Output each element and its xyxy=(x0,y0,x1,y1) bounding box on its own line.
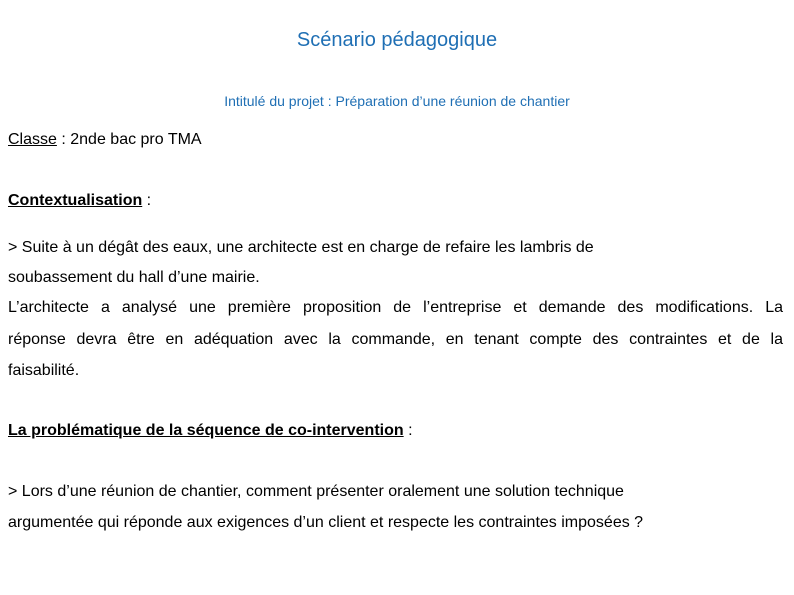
problematique-line-1: > Lors d’une réunion de chantier, comment présenter oralement une solution technique xyxy=(8,483,624,500)
context-line-5: faisabilité. xyxy=(8,362,80,379)
contextualisation-label: Contextualisation xyxy=(8,192,143,209)
problematique-label: La problématique de la séquence de co-intervention xyxy=(8,422,404,439)
problematique-line-2: argumentée qui réponde aux exigences d’un client et respecte les contraintes imposées ? xyxy=(8,514,644,531)
context-line-1: > Suite à un dégât des eaux, une architecte est en charge de refaire les lambris de xyxy=(8,239,594,256)
classe-line xyxy=(8,130,202,150)
context-line-3: L’architecte a analysé une première proposition de l’entreprise et demande des modifications. La xyxy=(8,299,783,316)
context-line-2: soubassement du hall d’une mairie. xyxy=(8,269,260,286)
context-line-4: réponse devra être en adéquation avec la commande, en tenant compte des contraintes et de la xyxy=(8,331,783,348)
document-title: Scénario pédagogique xyxy=(296,29,498,51)
contextualisation-heading xyxy=(8,191,151,211)
classe-label: Classe xyxy=(8,131,57,148)
classe-separator: : xyxy=(56,131,71,148)
problematique-heading xyxy=(8,421,413,441)
problematique-separator: : xyxy=(403,422,413,439)
classe-value: 2nde bac pro TMA xyxy=(70,131,202,148)
contextualisation-separator: : xyxy=(142,192,152,209)
project-title: Intitulé du projet : Préparation d’une réunion de chantier xyxy=(224,93,570,109)
